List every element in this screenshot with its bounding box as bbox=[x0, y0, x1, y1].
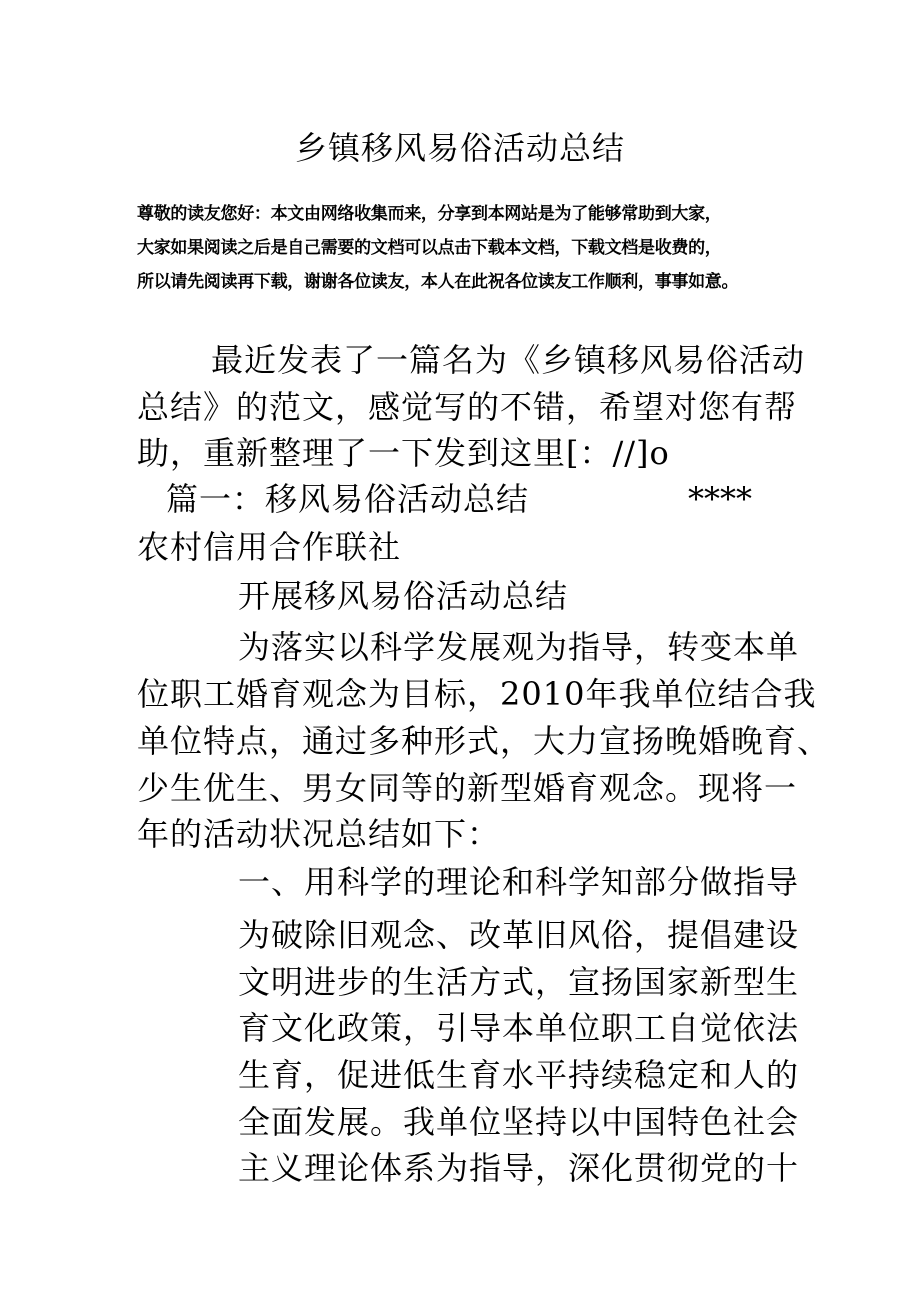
chapter-stars: **** bbox=[688, 480, 752, 518]
body-line: 年的活动状况总结如下： bbox=[137, 815, 501, 853]
document-title: 乡镇移风易俗活动总结 bbox=[294, 129, 625, 167]
notice-line: 所以请先阅读再下载，谢谢各位读友，本人在此祝各位读友工作顺利，事事如意。 bbox=[137, 272, 739, 292]
subtitle: 开展移风易俗活动总结 bbox=[238, 577, 569, 615]
section-heading: 一、用科学的理论和科学知部分做指导 bbox=[238, 863, 800, 901]
intro-line: 助，重新整理了一下发到这里[：//]o bbox=[137, 434, 670, 472]
body-line: 单位特点，通过多种形式，大力宣扬晚婚晚育、 bbox=[137, 722, 831, 760]
section-line: 文明进步的生活方式，宣扬国家新型生 bbox=[238, 963, 800, 1001]
section-line: 生育，促进低生育水平持续稳定和人的 bbox=[238, 1056, 800, 1094]
intro-line: 总结》的范文，感觉写的不错，希望对您有帮 bbox=[137, 388, 798, 426]
section-line: 育文化政策，引导本单位职工自觉依法 bbox=[238, 1009, 800, 1047]
section-line: 主义理论体系为指导，深化贯彻党的十 bbox=[238, 1149, 800, 1187]
section-line: 全面发展。我单位坚持以中国特色社会 bbox=[238, 1103, 800, 1141]
body-line: 为落实以科学发展观为指导，转变本单 bbox=[238, 628, 800, 666]
organization-name: 农村信用合作联社 bbox=[137, 528, 402, 566]
body-line: 少生优生、男女同等的新型婚育观念。现将一 bbox=[137, 769, 798, 807]
body-line: 位职工婚育观念为目标，2010年我单位结合我 bbox=[137, 675, 817, 713]
reader-notice bbox=[137, 197, 797, 299]
notice-line: 尊敬的读友您好：本文由网络收集而来，分享到本网站是为了能够常助到大家， bbox=[137, 204, 722, 224]
section-line: 为破除旧观念、改革旧风俗，提倡建设 bbox=[238, 916, 800, 954]
notice-line: 大家如果阅读之后是自己需要的文档可以点击下载本文档，下载文档是收费的， bbox=[137, 238, 722, 258]
chapter-heading: 篇一：移风易俗活动总结 bbox=[166, 480, 530, 518]
intro-line: 最近发表了一篇名为《乡镇移风易俗活动 bbox=[211, 341, 806, 379]
